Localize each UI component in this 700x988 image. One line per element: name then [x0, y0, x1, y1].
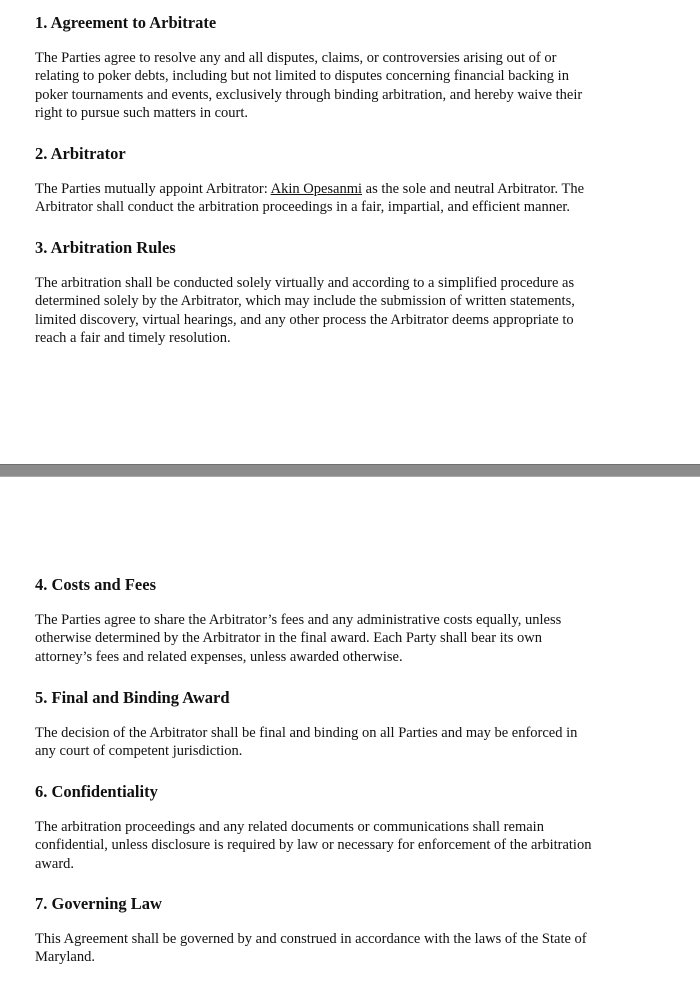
paragraph-line: otherwise determined by the Arbitrator in the final award. Each Party shall bear its own	[35, 630, 542, 647]
paragraph-line: right to pursue such matters in court.	[35, 105, 249, 122]
section-governing-law	[35, 894, 655, 967]
page-break-divider	[0, 464, 700, 477]
section-heading: 2. Arbitrator	[35, 144, 126, 163]
section-final-and-binding-award	[35, 688, 655, 761]
section-heading: 7. Governing Law	[35, 894, 162, 913]
section-agreement-to-arbitrate	[35, 13, 655, 123]
section-costs-and-fees	[35, 575, 655, 666]
section-heading: 4. Costs and Fees	[35, 575, 157, 594]
paragraph-line: confidential, unless disclosure is required by law or necessary for enforcement of the arbitration	[35, 837, 592, 854]
section-paragraph	[35, 611, 647, 666]
section-paragraph	[35, 180, 647, 217]
appointment-text: The Parties mutually appoint Arbitrator:	[35, 181, 271, 197]
section-confidentiality	[35, 782, 655, 873]
section-paragraph	[35, 724, 647, 761]
paragraph-line: attorney’s fees and related expenses, unless awarded otherwise.	[35, 648, 403, 665]
arbitrator-name: Akin Opesanmi	[270, 181, 363, 197]
paragraph-line: This Agreement shall be governed by and construed in accordance with the laws of the State of	[35, 931, 587, 947]
paragraph-line: reach a fair and timely resolution.	[35, 330, 231, 347]
paragraph-line	[35, 180, 647, 198]
section-paragraph	[35, 930, 647, 967]
appointment-text-continued: as the sole and neutral Arbitrator. The	[362, 181, 585, 197]
paragraph-line: The decision of the Arbitrator shall be final and binding on all Parties and may be enforced in	[35, 725, 578, 741]
paragraph-line: determined solely by the Arbitrator, which may include the submission of written statements,	[35, 293, 575, 310]
section-heading: 1. Agreement to Arbitrate	[35, 13, 217, 32]
section-arbitration-rules	[35, 238, 655, 348]
section-heading: 6. Confidentiality	[35, 782, 158, 801]
paragraph-line: Arbitrator shall conduct the arbitration proceedings in a fair, impartial, and efficient manner.	[35, 199, 571, 216]
section-paragraph	[35, 274, 647, 348]
paragraph-line: poker tournaments and events, exclusively through binding arbitration, and hereby waive their	[35, 86, 583, 103]
section-arbitrator	[35, 144, 655, 217]
paragraph-line: The arbitration shall be conducted solely virtually and according to a simplified procedure as	[35, 275, 575, 291]
paragraph-line: The arbitration proceedings and any related documents or communications shall remain	[35, 819, 544, 835]
section-heading: 5. Final and Binding Award	[35, 688, 230, 707]
paragraph-line: Maryland.	[35, 949, 95, 966]
paragraph-line: award.	[35, 855, 75, 872]
section-heading: 3. Arbitration Rules	[35, 238, 176, 257]
paragraph-line: The Parties agree to resolve any and all disputes, claims, or controversies arising out of or	[35, 50, 557, 66]
section-paragraph	[35, 818, 647, 873]
section-paragraph	[35, 49, 647, 123]
paragraph-line: relating to poker debts, including but not limited to disputes concerning financial backing in	[35, 68, 569, 85]
paragraph-line: The Parties agree to share the Arbitrator’s fees and any administrative costs equally, unless	[35, 612, 562, 628]
paragraph-line: limited discovery, virtual hearings, and any other process the Arbitrator deems appropriate to	[35, 311, 574, 328]
paragraph-line: any court of competent jurisdiction.	[35, 743, 243, 760]
